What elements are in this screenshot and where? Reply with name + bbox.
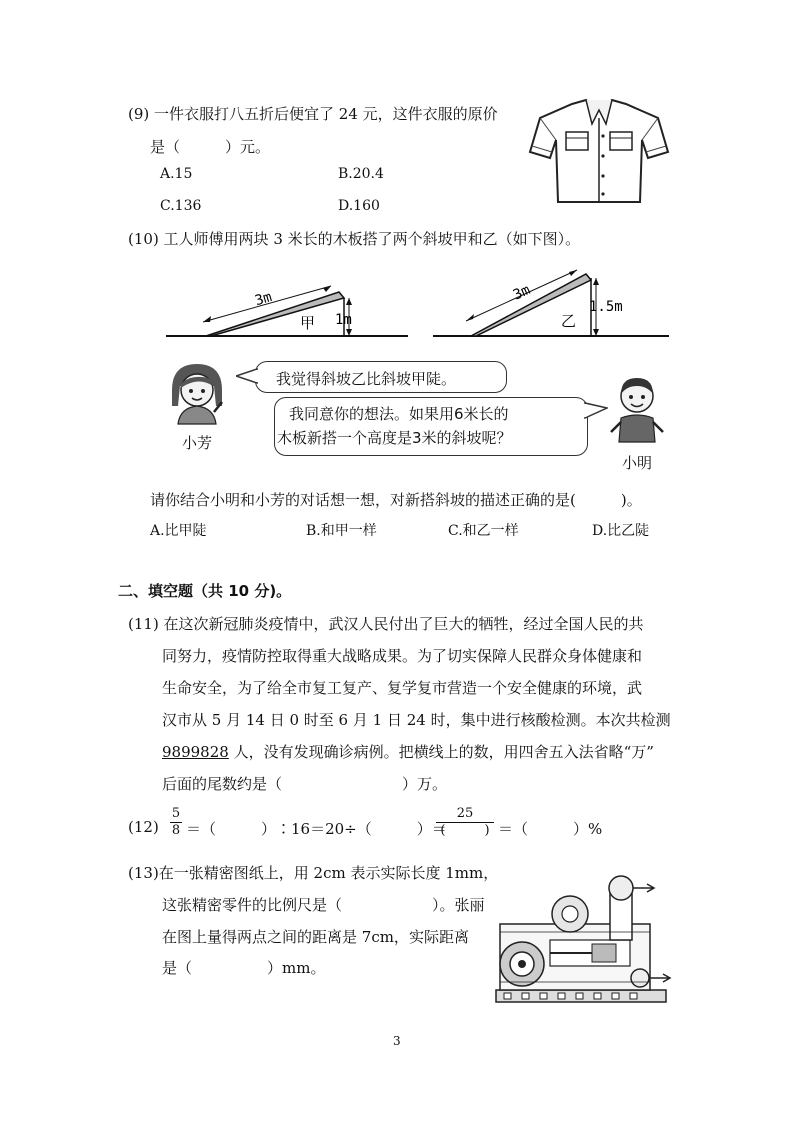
q9-option-a: A.15 xyxy=(160,166,193,182)
q9-line2: 是（ ）元。 xyxy=(150,138,271,156)
q12-label: (12) xyxy=(128,818,159,836)
girl-name: 小芳 xyxy=(182,434,213,452)
q9-line1: (9) 一件衣服打八五折后便宜了 24 元，这件衣服的原价 xyxy=(128,105,498,123)
speech-bubble-boy-line2: 木板新搭一个高度是3米的斜坡呢？ xyxy=(277,429,512,447)
q11-line5 xyxy=(162,741,654,762)
slope-a-height-label: 1m xyxy=(335,312,352,328)
q10-option-c: C.和乙一样 xyxy=(448,523,519,539)
q12-fraction-denominator: 8 xyxy=(171,823,181,838)
speech-bubble-boy xyxy=(274,397,588,456)
q10-option-b: B.和甲一样 xyxy=(306,523,377,539)
q10-stem: (10) 工人师傅用两块 3 米长的木板搭了两个斜坡甲和乙（如下图）。 xyxy=(128,230,581,248)
q11-line2: 同努力，疫情防控取得重大战略成果。为了切实保障人民群众身体健康和 xyxy=(162,647,643,665)
slope-a-diagram xyxy=(148,280,410,344)
q9-option-c: C.136 xyxy=(160,198,202,214)
slope-a-name: 甲 xyxy=(300,314,316,332)
q13-line2: 这张精密零件的比例尺是（ ）。张丽 xyxy=(162,896,485,914)
q11-line3: 生命安全，为了给全市复工复产、复学复市营造一个安全健康的环境，武 xyxy=(162,679,643,697)
machine-part-illustration xyxy=(492,872,674,1008)
girl-illustration xyxy=(164,360,230,426)
boy-name: 小明 xyxy=(622,454,653,472)
slope-b-name: 乙 xyxy=(561,312,577,330)
q11-line6: 后面的尾数约是（ ）万。 xyxy=(162,775,448,793)
boy-illustration xyxy=(607,372,667,444)
speech-bubble-boy-line1: 我同意你的想法。如果用6米长的 xyxy=(289,405,509,423)
page-number: 3 xyxy=(393,1034,401,1048)
q12-fraction-2 xyxy=(436,806,494,839)
q13-line4: 是（ ）mm。 xyxy=(162,959,326,977)
speech-bubble-boy-tail xyxy=(584,402,608,420)
q10-option-d: D.比乙陡 xyxy=(592,523,650,539)
q12-tail: ＝（ ）% xyxy=(498,820,603,838)
shirt-illustration xyxy=(526,96,672,206)
q12-fraction-2-denominator: ( ) xyxy=(436,822,494,839)
speech-bubble-girl-tail xyxy=(236,368,258,384)
q11-underlined-number: 9899828 xyxy=(162,743,229,761)
q12-middle: ＝（ ）∶16＝20÷（ ）＝ xyxy=(186,820,447,838)
q12-fraction-2-numerator: 25 xyxy=(456,806,474,821)
speech-bubble-girl-text: 我觉得斜坡乙比斜坡甲陡。 xyxy=(276,370,457,388)
q11-line1: (11) 在这次新冠肺炎疫情中，武汉人民付出了巨大的牺牲，经过全国人民的共 xyxy=(128,615,644,633)
q13-line1: (13)在一张精密图纸上，用 2cm 表示实际长度 1mm， xyxy=(128,864,499,882)
q12-fraction xyxy=(170,806,182,839)
q9-option-d: D.160 xyxy=(338,198,380,214)
q12-fraction-numerator: 5 xyxy=(171,806,181,821)
q13-line3: 在图上量得两点之间的距离是 7cm，实际距离 xyxy=(162,928,469,946)
slope-a-length-label: 3m xyxy=(253,289,274,310)
q10-question: 请你结合小明和小芳的对话想一想，对新搭斜坡的描述正确的是( )。 xyxy=(150,491,642,509)
slope-b-length-label: 3m xyxy=(510,282,533,304)
q11-line5-rest: 人，没有发现确诊病例。把横线上的数，用四舍五入法省略“万” xyxy=(228,743,654,761)
q10-option-a: A.比甲陡 xyxy=(150,523,207,539)
q9-option-b: B.20.4 xyxy=(338,166,384,182)
slope-b-diagram xyxy=(431,268,671,344)
speech-bubble-girl xyxy=(255,361,507,393)
section-2-title: 二、填空题（共 10 分)。 xyxy=(118,582,292,600)
slope-b-height-label: 1.5m xyxy=(589,299,623,315)
q11-line4: 汉市从 5 月 14 日 0 时至 6 月 1 日 24 时，集中进行核酸检测。本次共检测 xyxy=(162,711,671,729)
